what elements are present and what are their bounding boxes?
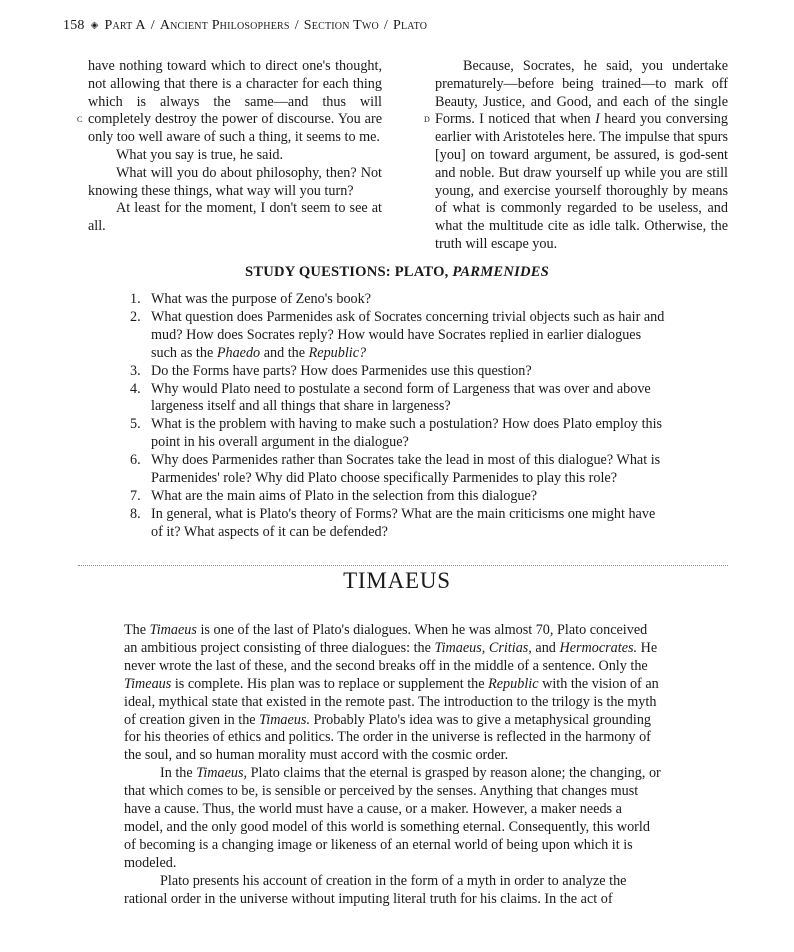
right-paragraph-1: Because, Socrates, he said, you undertake prematurely—before being trained—to mark off Beauty, Justice, and Good, and each of the single Forms. I noticed that when I heard you conversing earlier with Aristoteles here. The impulse that spurs [you] on toward argument, be assured, is god-sent and noble. But draw yourself up while you are still young, and exercise yourself thoroughly by means of what is commonly regarded to be useless, and what the multitude cite as idle talk. Otherwise, the truth will escape you. (435, 58, 728, 252)
header-part: Part A (104, 18, 146, 33)
section-divider (78, 565, 728, 566)
list-item: 6. Why does Parmenides rather than Socrates take the lead in most of this dialogue? What is Parmenides' role? Why did Plato choose specifically Parmenides to play this role? (130, 452, 661, 487)
page-number: 158 (63, 18, 85, 33)
left-paragraph-2: What you say is true, he said. (116, 146, 284, 163)
left-paragraph-3: What will you do about philosophy, then? Not knowing these things, what way will you turn? (88, 164, 382, 199)
intro-paragraph-2: In the Timaeus, Plato claims that the eternal is grasped by reason alone; the changing, or that which comes to be, is sensible or perceived by the senses. Anything that changes must have a cause. Thus, the world must have a cause, or a maker. However, a maker needs a model, and the only good model of this world is something eternal. Consequently, this world of becoming is a changing image or likeness of an eternal world of being upon which it is modeled. (124, 765, 661, 871)
list-item: 2. What question does Parmenides ask of Socrates concerning trivial objects such as hair and mud? How does Socrates reply? How would have Socrates replied in earlier dialogues such as the Phaedo and the Republic? (130, 308, 665, 361)
intro-paragraph-3: Plato presents his account of creation in the form of a myth in order to analyze the rational order in the universe without imputing literal truth for his claims. In the act of (124, 872, 627, 907)
stephanus-marker-c: c (77, 113, 83, 125)
running-header: 158 ◈ Part A / Ancient Philosophers / Section Two / Plato (63, 18, 428, 33)
list-item: 1. What was the purpose of Zeno's book? (130, 291, 372, 307)
list-item: 8. In general, what is Plato's theory of Forms? What are the main criticisms one might have of it? What aspects of it can be defended? (130, 505, 656, 540)
study-questions-list (130, 291, 670, 542)
list-item: 3. Do the Forms have parts? How does Parmenides use this question? (130, 362, 532, 379)
diamond-ornament-icon: ◈ (90, 20, 99, 31)
list-item: 7. What are the main aims of Plato in the selection from this dialogue? (130, 487, 538, 504)
study-questions-title: STUDY QUESTIONS: PLATO, PARMENIDES (245, 264, 549, 280)
header-part-title: Ancient Philosophers (159, 18, 290, 33)
intro-paragraph-1: The Timaeus is one of the last of Plato's dialogues. When he was almost 70, Plato conceived an ambitious project consisting of three dialogues: the Timaeus, Critias, and Hermocrates. He never wrote the last of these, and the second breaks off in the middle of a sentence. Only the Timeaus is complete. His plan was to replace or supplement the Republic with the vision of an ideal, mythical state that existed in the remote past. The introduction to the trilogy is the myth of creation given in the Timaeus. Probably Plato's idea was to give a metaphysical grounding for his theories of ethics and politics. The order in the universe is reflected in the harmony of the soul, and so human morality must accord with the cosmic order. (124, 622, 659, 764)
left-paragraph-1: have nothing toward which to direct one's thought, not allowing that there is a character for each thing which is always the same—and thus will completely destroy the power of discourse. You are only too well aware of such a thing, it seems to me. (88, 58, 382, 146)
list-item: 4. Why would Plato need to postulate a second form of Largeness that was over and above largeness itself and all things that share in largeness? (130, 380, 651, 415)
left-paragraph-4: At least for the moment, I don't seem to see at all. (88, 200, 382, 235)
header-section: Section Two (303, 18, 379, 33)
section-title: TIMAEUS (343, 568, 451, 593)
header-subject: Plato (392, 18, 428, 33)
right-column (435, 58, 728, 254)
list-item: 5. What is the problem with having to make such a postulation? How does Plato employ this point in his overall argument in the dialogue? (130, 416, 663, 451)
stephanus-marker-d: d (424, 113, 430, 125)
left-column (88, 58, 382, 236)
timaeus-introduction (124, 622, 662, 909)
